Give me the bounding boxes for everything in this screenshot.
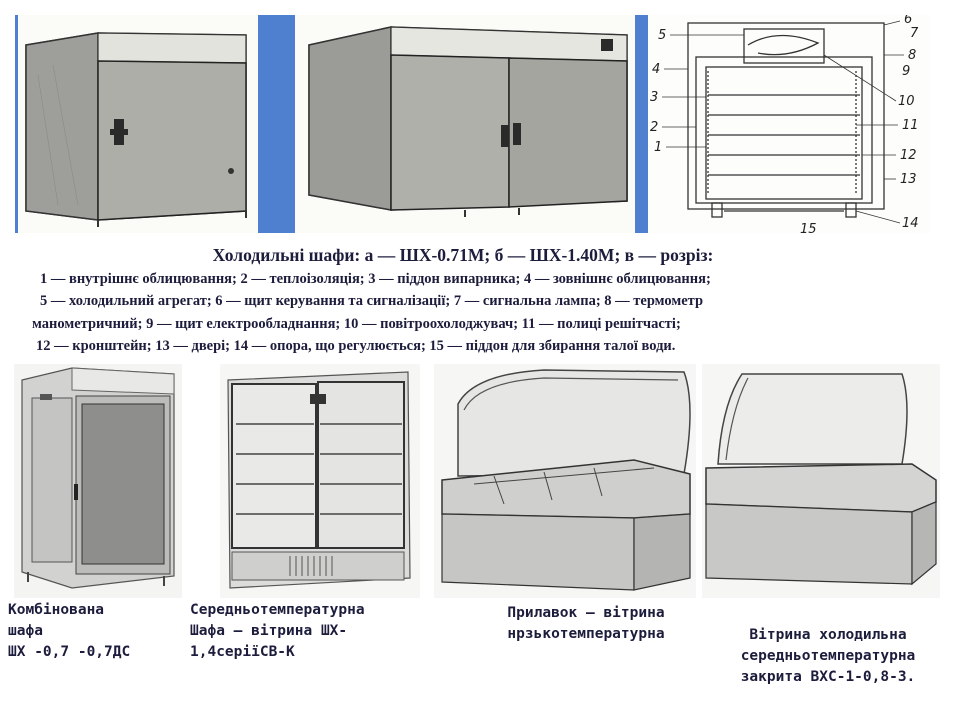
counter-display-photo xyxy=(434,364,696,598)
cabinet-cross-section-drawing xyxy=(648,15,930,233)
callout-12: 12 xyxy=(900,148,917,163)
photo-label-display-cabinet: Середньотемпературна Шафа – вітрина ШХ- 1,4серіїСВ-К xyxy=(190,602,365,660)
callout-10: 10 xyxy=(898,94,915,109)
caption-line-2: 5 — холодильний агрегат; 6 — щит керування та сигналізації; 7 — сигнальна лампа; 8 — термометр xyxy=(40,293,704,309)
caption-line-4: 12 — кронштейн; 13 — двері; 14 — опора, що регулюється; 15 — піддон для збирання талої води. xyxy=(36,338,676,354)
callout-11: 11 xyxy=(902,118,919,133)
cabinet-b-drawing xyxy=(295,15,635,233)
caption-line-3: манометричний; 9 — щит електрообладнання; 10 — повітроохолоджувач; 11 — полиці решітчасті; xyxy=(32,315,681,332)
closed-display-case-photo xyxy=(702,364,940,598)
callout-14: 14 xyxy=(902,216,919,231)
callout-7: 7 xyxy=(910,26,919,41)
callout-1: 1 xyxy=(654,140,663,155)
callout-15: 15 xyxy=(800,222,817,233)
callout-6: 6 xyxy=(904,15,913,27)
callout-8: 8 xyxy=(908,48,917,63)
callout-9: 9 xyxy=(902,64,911,79)
cabinet-a-drawing xyxy=(18,15,258,233)
callout-3: 3 xyxy=(650,90,659,105)
photo-label-combined-cabinet: Комбінована шафа ШХ -0,7 -0,7ДС xyxy=(8,602,131,660)
caption-title: Холодильні шафи: а — ШХ-0.71М; б — ШХ-1.40М; в — розріз: xyxy=(212,245,714,265)
photo-label-counter-display: Прилавок – вітрина нрзькотемпературна xyxy=(507,605,665,642)
caption-line-1: 1 — внутрішнє облицювання; 2 — теплоізоляція; 3 — піддон випарника; 4 — зовнішнє облицювання; xyxy=(40,270,711,287)
combined-cabinet-photo xyxy=(14,364,182,598)
callout-2: 2 xyxy=(650,120,659,135)
photo-label-closed-display-case: Вітрина холодильна середньотемпературна закрита ВХС-1-0,8-3. xyxy=(740,627,916,685)
callout-4: 4 xyxy=(652,62,661,77)
callout-5: 5 xyxy=(658,28,667,43)
callout-13: 13 xyxy=(900,172,917,187)
display-cabinet-photo xyxy=(220,364,420,598)
figure-caption xyxy=(18,244,938,358)
